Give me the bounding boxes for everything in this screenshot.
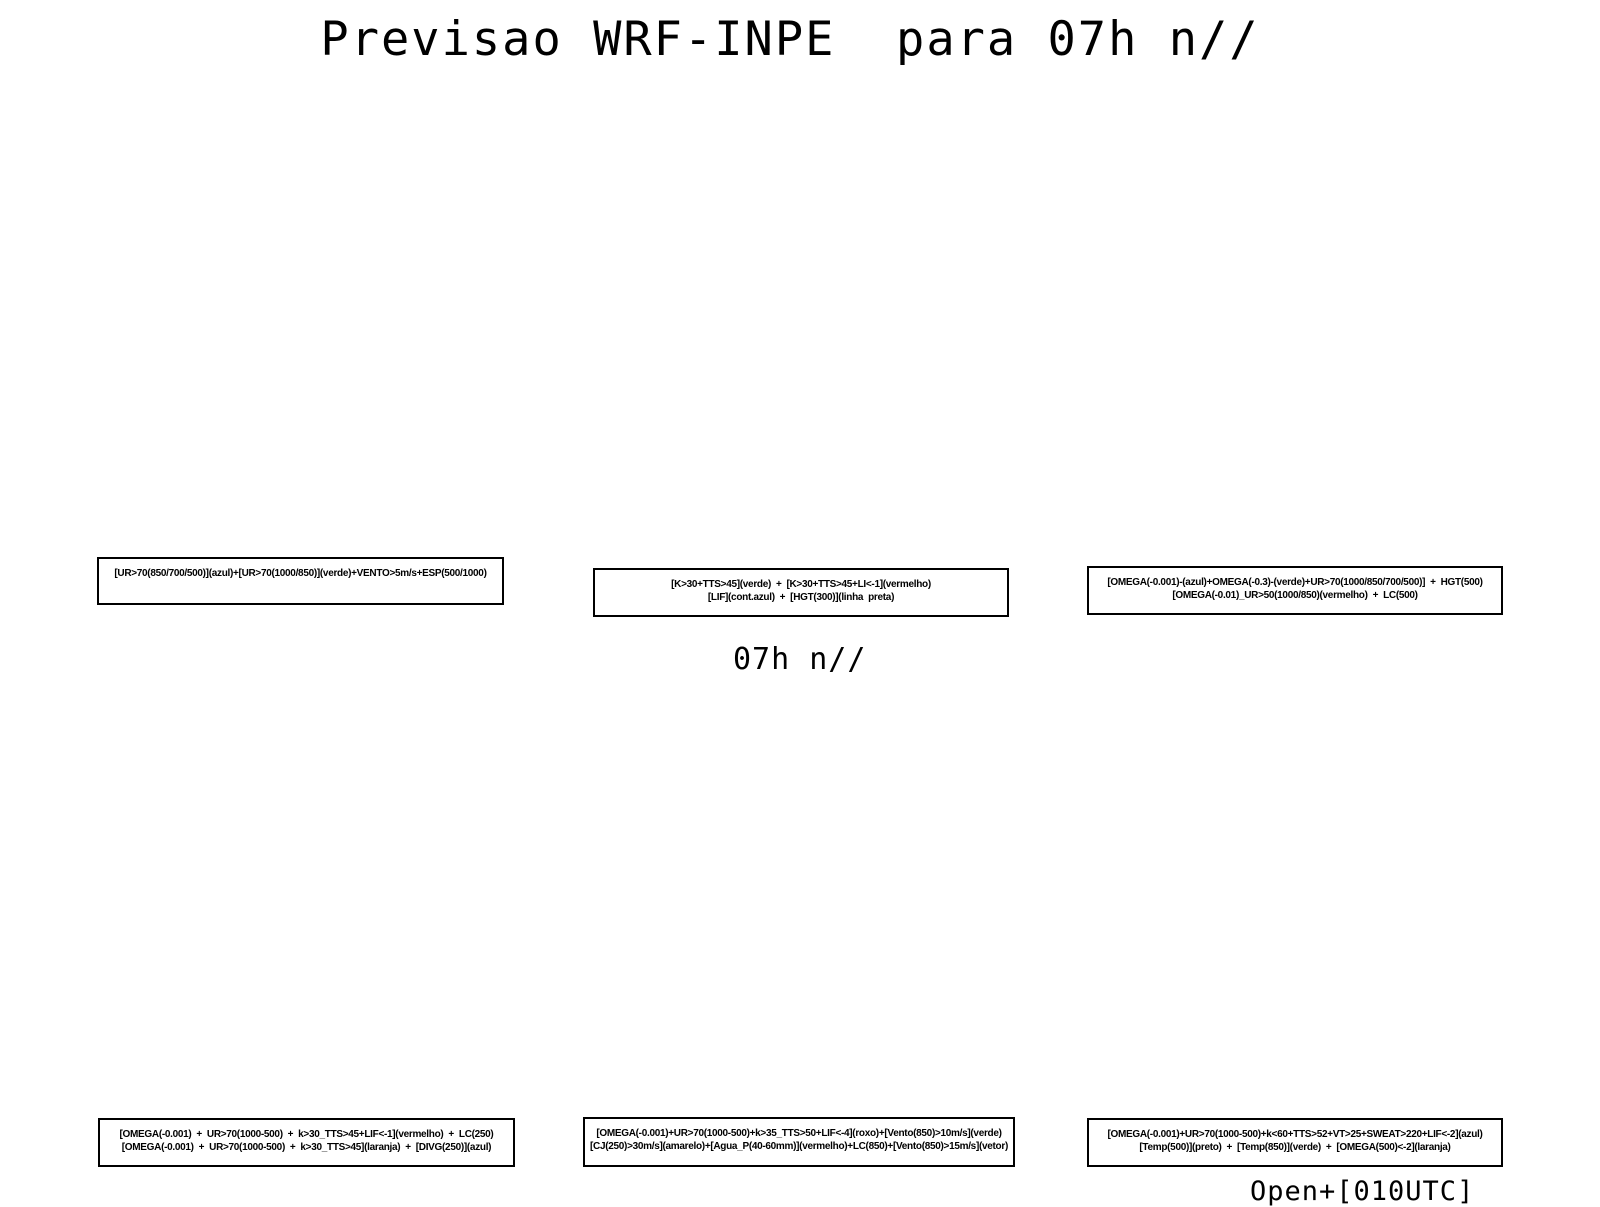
- legend-text-line: [LIF](cont.azul) + [HGT(300)](linha preta): [707, 592, 895, 603]
- legend-text-line: [OMEGA(-0.001)-(azul)+OMEGA(-0.3)-(verde)+UR>70(1000/850/700/500)] + HGT(500): [1107, 577, 1483, 588]
- legend-box-top-center: [593, 568, 1009, 617]
- legend-box-bottom-right: [1087, 1118, 1503, 1167]
- legend-text-line: [OMEGA(-0.001)+UR>70(1000-500)+k<60+TTS>52+VT>25+SWEAT>220+LIF<-2](azul): [1107, 1129, 1483, 1140]
- legend-text-line: [Temp(500)](preto) + [Temp(850)](verde) + [OMEGA(500)<-2](laranja): [1139, 1142, 1451, 1153]
- legend-box-bottom-left: [98, 1118, 515, 1167]
- legend-text-line: [K>30+TTS>45](verde) + [K>30+TTS>45+LI<-1](vermelho): [671, 579, 931, 590]
- legend-box-top-left: [97, 557, 504, 605]
- legend-box-bottom-center: [583, 1117, 1015, 1167]
- page-title: Previsao WRF-INPE para 07h n//: [320, 12, 1260, 67]
- legend-text-line: [OMEGA(-0.001) + UR>70(1000-500) + k>30_TTS>45+LIF<-1](vermelho) + LC(250): [119, 1129, 494, 1140]
- center-subtitle: 07h n//: [733, 642, 867, 677]
- legend-text-line: [UR>70(850/700/500)](azul)+[UR>70(1000/850)](verde)+VENTO>5m/s+ESP(500/1000): [114, 568, 487, 579]
- legend-text-line: [OMEGA(-0.001)+UR>70(1000-500)+k>35_TTS>50+LIF<-4](roxo)+[Vento(850)>10m/s](verde): [596, 1128, 1002, 1139]
- legend-text-line: [OMEGA(-0.001) + UR>70(1000-500) + k>30_TTS>45](laranja) + [DIVG(250)](azul): [121, 1142, 492, 1153]
- legend-text-line: [CJ(250)>30m/s](amarelo)+[Agua_P(40-60mm)](vermelho)+LC(850)+[Vento(850)>15m/s](vetor): [590, 1141, 1008, 1152]
- legend-box-top-right: [1087, 566, 1503, 615]
- footer-timestamp: Open+[010UTC]: [1250, 1176, 1475, 1207]
- legend-text-line: [OMEGA(-0.01)_UR>50(1000/850)(vermelho) + LC(500): [1172, 590, 1418, 601]
